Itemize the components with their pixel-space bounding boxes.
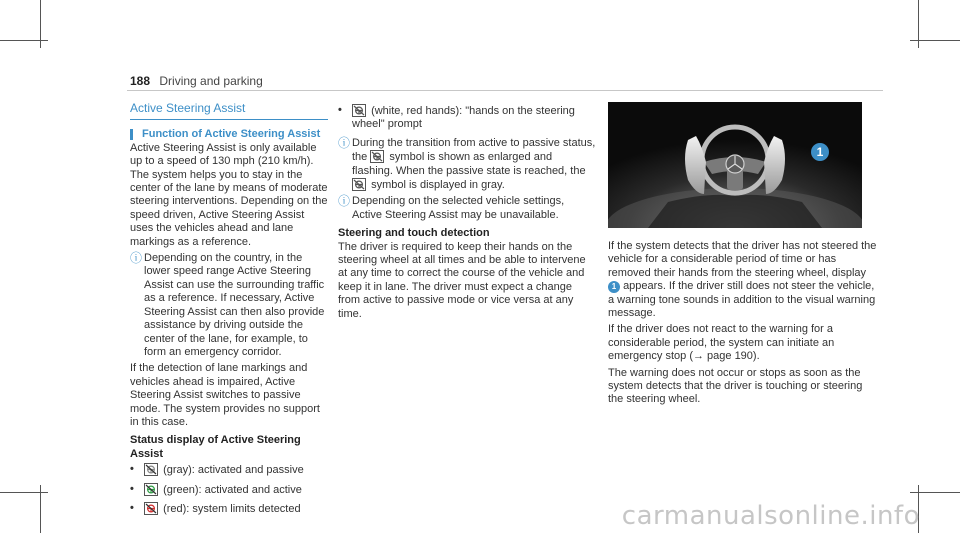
paragraph-text: appears. If the driver still does not steer the vehicle, a warning tone sounds in addition to the visual warning message.: [608, 280, 876, 320]
note-text: symbol is shown as enlarged and flashing. When the passive state is reached, the: [352, 151, 586, 177]
column-middle: [338, 102, 596, 324]
paragraph: If the detection of lane markings and vehicles ahead is impaired, Active Steering Assist switches to passive mode. The system provides no support in this case.: [130, 362, 320, 428]
paragraph: Active Steering Assist is only available up to a speed of 130 mph (210 km/h). The system helps you to stay in the center of the lane by means of moderate steering interventions. Depending on the speed driven, Active Steering Assist uses the vehicles ahead and lane markings as a reference.: [130, 141, 328, 248]
list-item: • (red): system limits detected: [130, 501, 301, 515]
note: [338, 195, 596, 222]
callout-badge: 1: [608, 281, 620, 293]
status-heading: Status display of Active Steering Assist: [130, 434, 301, 460]
page-number: 188: [130, 74, 151, 88]
page-header: [130, 74, 263, 88]
steering-assist-icon: [352, 178, 366, 191]
crop-mark: [0, 40, 48, 41]
crop-mark: [910, 40, 960, 41]
steering-assist-icon: [144, 483, 158, 496]
steering-wheel-figure: [608, 102, 862, 228]
info-icon: ⓘ: [130, 251, 143, 266]
list-item: • (gray): activated and passive: [130, 463, 304, 477]
paragraph: [608, 240, 878, 320]
bullet-text: (white, red hands): "hands on the steering wheel" prompt: [352, 105, 575, 131]
steering-assist-icon: [144, 463, 158, 476]
chapter-title: Driving and parking: [159, 74, 263, 88]
status-text: (gray): activated and passive: [163, 464, 304, 477]
section-title: Active Steering Assist: [130, 102, 328, 120]
paragraph-text: If the system detects that the driver has not steered the vehicle for a considerable period of time or has removed their hands from the steering wheel, display: [608, 240, 877, 279]
info-icon: ⓘ: [338, 194, 351, 209]
header-divider: [127, 90, 883, 91]
info-icon: ⓘ: [338, 135, 351, 150]
note: [130, 252, 328, 359]
subsection-title: Function of Active Steering Assist: [130, 128, 328, 141]
status-text: (green): activated and active: [163, 483, 302, 496]
column-left: [130, 102, 328, 521]
note: [338, 137, 596, 193]
status-text: (red): system limits detected: [163, 502, 301, 515]
steering-assist-icon: [370, 150, 384, 163]
paragraph: The driver is required to keep their hands on the steering wheel at all times and be able to intervene at any time to correct the course of the vehicle and keep it in lane. The driver must expect a change from active to passive mode or vice versa at any time.: [338, 240, 586, 320]
paragraph: The warning does not occur or stops as soon as the system detects that the driver is touching or steering the steering wheel.: [608, 366, 863, 406]
paragraph: If the driver does not react to the warning for a considerable period, the system can initiate an emergency stop (→ page 190).: [608, 323, 835, 363]
note-text: symbol is displayed in gray.: [371, 179, 505, 192]
touch-heading: Steering and touch detection: [338, 227, 490, 240]
watermark: carmanualsonline.info: [621, 501, 920, 531]
note-text: Depending on the country, in the lower speed range Active Steering Assist can use the surrounding traffic as a reference. If necessary, Active Steering Assist can then also provide assistance by driving outside the center of the lane, for example, to form an emergency corridor.: [144, 252, 325, 358]
list-item: • (green): activated and active: [130, 482, 302, 496]
note-text: Depending on the selected vehicle settings, Active Steering Assist may be unavailable.: [352, 195, 565, 221]
callout-badge: 1: [811, 143, 829, 161]
crop-mark: [910, 492, 960, 493]
list-item: • (white, red hands): "hands on the steering wheel" prompt: [338, 104, 575, 131]
crop-mark: [0, 492, 48, 493]
steering-assist-icon: [352, 104, 366, 117]
column-right: [608, 102, 878, 410]
steering-assist-icon: [144, 502, 158, 515]
status-list: [130, 463, 328, 516]
bullet-list: [338, 104, 596, 132]
note-text: During the transition from active to passive status, the: [352, 136, 596, 164]
